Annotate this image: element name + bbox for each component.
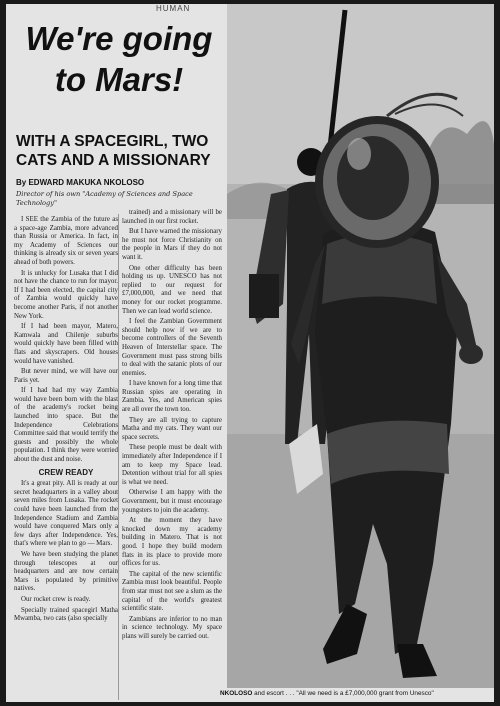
photo-caption (220, 690, 492, 697)
crosshead: CREW READY (38, 467, 94, 477)
byline: By EDWARD MAKUKA NKOLOSO (16, 178, 145, 187)
paragraph: I have known for a long time that Russian spies are operating in Zambia. Yes, and American spies are all over the town too. (122, 380, 222, 414)
headline (14, 18, 224, 100)
paragraph: But never mind, we will have our Paris yet. (14, 368, 118, 384)
article-column-1 (14, 216, 118, 702)
caption-name: NKOLOSO (220, 690, 253, 697)
article-column-2 (122, 209, 222, 693)
paragraph: I feel the Zambian Government should help now if we are to become controllers of the Seventh Heaven of Interstellar space. The Government must pass strong bills to deal with the satanic plots of our enemies. (122, 318, 222, 377)
photo-illustration (227, 4, 494, 688)
paragraph: They are all trying to capture Matha and my cats. They want our space secrets. (122, 416, 222, 441)
paragraph: If I had been mayor, Matero, Kamwala and Chilenje suburbs would quickly have been filled with flats and skyscrapers. Old houses would have vanished. (14, 323, 118, 365)
paragraph: Zambians are inferior to no man in science technology. My space plans will surely be carried out. (122, 615, 222, 640)
byline-subtitle: Director of his own "Academy of Sciences and Space Technology" (16, 190, 193, 207)
paragraph: It is unlucky for Lusaka that I did not have the chance to run for mayor. If I had been elected, the capital city of Zambia would quickly have become another Paris, if not another New York. (14, 269, 118, 320)
paragraph: Our rocket crew is ready. (21, 595, 91, 603)
caption-text: and escort . . . "All we need is a £7,000,000 grant from Unesco" (252, 690, 434, 697)
column-rule (118, 214, 119, 700)
paragraph: These people must be dealt with immediately after Independence if I am to keep my Space lead. Detention without trial for all spies is what we need. (122, 444, 222, 486)
paragraph: But I have warned the missionary he must not force Christianity on the people in Mars if they do not want it. (122, 228, 222, 261)
paragraph: It's a great pity. All is ready at our secret headquarters in a valley about seven miles from Lusaka. The rocket could have been launched from the Independence Stadium and Zambia would have conquered Mars only a few days after Independence. Yes, that's where we plan to go — Mars. (14, 480, 118, 548)
masthead: HUMAN (156, 4, 191, 13)
paragraph: Specially trained spacegirl Matha Mwamba, two cats (also specially (14, 606, 118, 623)
paragraph: I SEE the Zambia of the future as a space-age Zambia, more advanced than Russia or America. In fact, in my Academy of Sciences our thinking is already six or seven years ahead of both powers. (14, 216, 118, 266)
paragraph: The capital of the new scientific Zambia must look beautiful. People from star must not see a slum as the capital of the world's greatest scientific state. (122, 570, 222, 613)
subheadline: WITH A SPACEGIRL, TWO CATS AND A MISSIONARY (16, 133, 211, 169)
paragraph: One other difficulty has been holding us up. UNESCO has not replied to our request for £7,000,000, and we need that money for our rocket programme. Then we can lead world science. (122, 264, 222, 315)
paragraph: We have been studying the planet through telescopes at our headquarters and are now certain Mars is populated by primitive natives. (14, 550, 118, 593)
paragraph: Otherwise I am happy with the Government, but it must encourage youngsters to join the academy. (122, 489, 222, 514)
newspaper-page (6, 4, 494, 702)
headline-line-1: We're going (25, 20, 213, 57)
paragraph: trained) and a missionary will be launched in our first rocket. (122, 209, 222, 225)
paragraph: At the moment they have knocked down my academy building in Matero. That is not good. I hope they build modern flats in its place to provide more offices for us. (122, 517, 222, 568)
headline-line-2: to Mars! (54, 61, 184, 98)
paragraph: If I had had my way Zambia would have been born with the blast of the academy's rocket being launched into space. But the Independence Celebrations Committee said that would terrify the guests and possibly the whole population. I think they were worried about the dust and noise. (14, 387, 118, 464)
photograph (227, 4, 494, 688)
